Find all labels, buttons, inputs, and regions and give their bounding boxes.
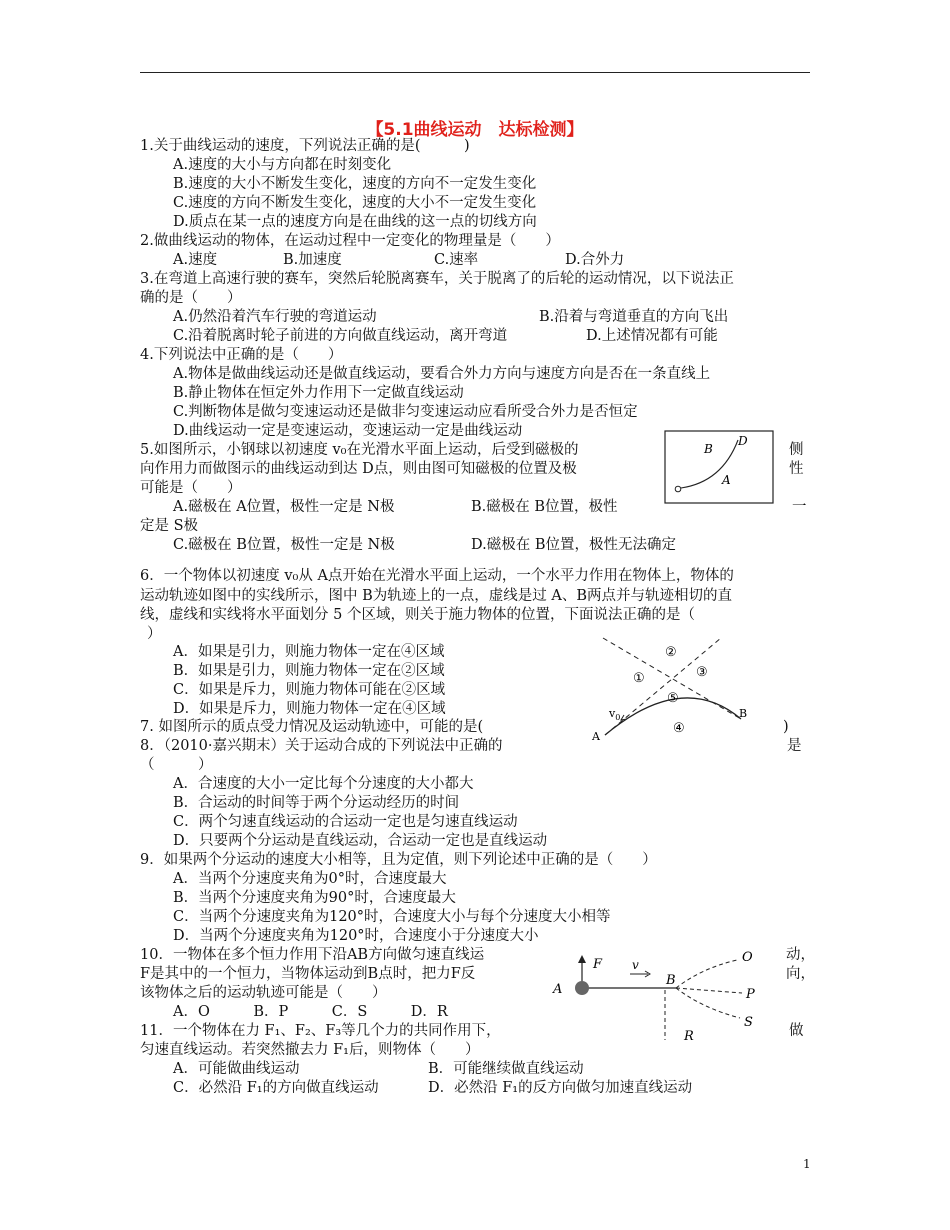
q10-options: A．O B．P C．S D．R <box>173 1004 448 1020</box>
q10-label-b: B <box>666 973 676 988</box>
q8-option-a: A．合速度的大小一定比每个分速度的大小都大 <box>173 776 474 792</box>
q5-fig-label-b: B <box>704 442 713 456</box>
q5-option-b-cont: 定是 S极 <box>140 518 199 534</box>
page-title: 【5.1曲线运动 达标检测】 <box>366 120 584 140</box>
q11-stem-line2: 匀速直线运动。若突然撤去力 F₁后，则物体（ ） <box>140 1042 480 1058</box>
q2-stem: 2.做曲线运动的物体，在运动过程中一定变化的物理量是（ ） <box>140 233 560 249</box>
q1-option-b: B.速度的大小不断发生变化，速度的方向不一定发生变化 <box>173 176 537 192</box>
q6-stem-line1: 6．一个物体以初速度 v₀从 A点开始在光滑水平面上运动，一个水平力作用在物体上，物体的 <box>140 568 734 584</box>
q2-option-d: D.合外力 <box>565 252 625 268</box>
q8-paren: （ ） <box>140 757 213 773</box>
header-rule <box>140 72 810 73</box>
q9-option-b: B．当两个分速度夹角为90°时，合速度最大 <box>173 890 456 906</box>
q10-figure <box>552 948 772 1048</box>
q10-stem-line1-end: 动， <box>786 947 815 963</box>
q5-option-b: B.磁极在 B位置，极性 <box>471 499 618 515</box>
q10-label-o: O <box>742 950 753 965</box>
q5-option-c: C.磁极在 B位置，极性一定是 N极 <box>173 537 395 553</box>
q8-option-b: B．合运动的时间等于两个分运动经历的时间 <box>173 795 460 811</box>
q11-option-a: A．可能做曲线运动 <box>173 1061 300 1077</box>
q3-stem-line2: 确的是（ ） <box>140 290 242 306</box>
q3-option-a: A.仍然沿着汽车行驶的弯道运动 <box>173 309 377 325</box>
q10-label-p: P <box>746 987 755 1002</box>
q6-stem-line4: ） <box>147 626 162 642</box>
q4-option-a: A.物体是做曲线运动还是做直线运动，要看合外力方向与速度方向是否在一条直线上 <box>173 366 711 382</box>
q1-option-c: C.速度的方向不断发生变化，速度的大小不一定发生变化 <box>173 195 537 211</box>
q10-stem-line1: 10．一物体在多个恒力作用下沿AB方向做匀速直线运 <box>140 947 485 963</box>
q1-option-d: D.质点在某一点的速度方向是在曲线的这一点的切线方向 <box>173 214 537 230</box>
q9-option-c: C．当两个分速度夹角为120°时，合速度大小与每个分速度大小相等 <box>173 909 611 925</box>
q1-stem: 1.关于曲线运动的速度，下列说法正确的是( ) <box>140 138 470 154</box>
q6-option-a: A．如果是引力，则施力物体一定在④区域 <box>173 644 445 660</box>
q4-option-d: D.曲线运动一定是变速运动，变速运动一定是曲线运动 <box>173 423 523 439</box>
q5-stem-line2: 向作用力而做图示的曲线运动到达 D点，则由图可知磁极的位置及极 <box>140 461 577 477</box>
q10-label-r: R <box>684 1029 694 1044</box>
q7-stem-end: ) <box>783 719 789 735</box>
q8-stem-end: 是 <box>787 738 802 754</box>
q3-option-b: B.沿着与弯道垂直的方向飞出 <box>539 309 729 325</box>
q10-label-s: S <box>744 1015 753 1030</box>
q5-option-d: D.磁极在 B位置，极性无法确定 <box>471 537 676 553</box>
q5-stem-line1-end: 侧 <box>789 442 804 458</box>
q5-fig-label-a: A <box>722 473 731 487</box>
q6-region-2: ② <box>665 645 677 660</box>
q2-option-c: C.速率 <box>434 252 479 268</box>
q3-option-c: C.沿着脱离时轮子前进的方向做直线运动，离开弯道 <box>173 328 508 344</box>
q2-option-b: B.加速度 <box>283 252 342 268</box>
q5-fig-label-d: D <box>738 434 748 448</box>
q6-stem-line3: 线，虚线和实线将水平面划分 5 个区域，则关于施力物体的位置，下面说法正确的是（ <box>140 607 695 623</box>
q5-stem-line2-end: 性 <box>789 461 804 477</box>
q11-stem-line1: 11．一个物体在力 F₁、F₂、F₃等几个力的共同作用下， <box>140 1023 501 1039</box>
q7-stem: 7. 如图所示的质点受力情况及运动轨迹中，可能的是( <box>140 719 484 735</box>
q5-figure <box>664 430 776 508</box>
q11-stem-line1-end: 做 <box>789 1023 804 1039</box>
q8-stem: 8．（2010·嘉兴期末）关于运动合成的下列说法中正确的 <box>140 738 503 754</box>
q10-label-f: F <box>593 957 603 972</box>
q8-option-d: D．只要两个分运动是直线运动，合运动一定也是直线运动 <box>173 833 548 849</box>
q5-stem-line1: 5.如图所示，小钢球以初速度 v₀在光滑水平面上运动，后受到磁极的 <box>140 442 579 458</box>
q11-option-d: D．必然沿 F₁的反方向做匀加速直线运动 <box>428 1080 693 1096</box>
q11-option-b: B．可能继续做直线运动 <box>428 1061 584 1077</box>
q11-option-c: C．必然沿 F₁的方向做直线运动 <box>173 1080 379 1096</box>
q6-region-4: ④ <box>673 721 685 736</box>
q9-option-a: A．当两个分速度夹角为0°时，合速度最大 <box>173 871 447 887</box>
q5-option-a: A.磁极在 A位置，极性一定是 N极 <box>173 499 395 515</box>
q2-option-a: A.速度 <box>173 252 218 268</box>
q8-option-c: C．两个匀速直线运动的合运动一定也是匀速直线运动 <box>173 814 518 830</box>
q9-stem: 9．如果两个分运动的速度大小相等，且为定值，则下列论述中正确的是（ ） <box>140 852 657 868</box>
q6-label-b: B <box>739 707 748 720</box>
q3-stem-line1: 3.在弯道上高速行驶的赛车，突然后轮脱离赛车，关于脱离了的后轮的运动情况，以下说法正 <box>140 271 734 287</box>
q1-option-a: A.速度的大小与方向都在时刻变化 <box>173 157 392 173</box>
q5-stem-line3: 可能是（ ） <box>140 480 242 496</box>
q6-figure <box>583 635 768 745</box>
q4-option-b: B.静止物体在恒定外力作用下一定做直线运动 <box>173 385 464 401</box>
q5-option-b-end: 一 <box>792 499 807 515</box>
q10-stem-line2: F是其中的一个恒力，当物体运动到B点时，把力F反 <box>140 966 476 982</box>
q10-stem-line2-end: 向， <box>786 966 815 982</box>
q9-option-d: D．当两个分速度夹角为120°时，合速度小于分速度大小 <box>173 928 539 944</box>
q10-label-a: A <box>553 982 563 997</box>
q6-option-d: D．如果是斥力，则施力物体一定在④区域 <box>173 701 446 717</box>
q6-region-1: ① <box>633 671 645 686</box>
q6-option-c: C．如果是斥力，则施力物体可能在②区域 <box>173 682 446 698</box>
page-number: 1 <box>803 1157 811 1171</box>
q10-stem-line3: 该物体之后的运动轨迹可能是（ ） <box>140 985 387 1001</box>
q6-option-b: B．如果是引力，则施力物体一定在②区域 <box>173 663 445 679</box>
q6-label-a: A <box>592 730 600 743</box>
q4-stem: 4.下列说法中正确的是（ ） <box>140 347 343 363</box>
q6-region-5: ⑤ <box>667 691 679 706</box>
q6-stem-line2: 运动轨迹如图中的实线所示，图中 B为轨迹上的一点，虚线是过 A、B两点并与轨迹相切的直 <box>140 588 732 604</box>
q3-option-d: D.上述情况都有可能 <box>586 328 718 344</box>
q4-option-c: C.判断物体是做匀变速运动还是做非匀变速运动应看所受合外力是否恒定 <box>173 404 638 420</box>
q10-label-v: v <box>632 958 639 972</box>
q6-region-3: ③ <box>696 665 708 680</box>
q6-label-v0: $v_0$ <box>609 707 621 722</box>
